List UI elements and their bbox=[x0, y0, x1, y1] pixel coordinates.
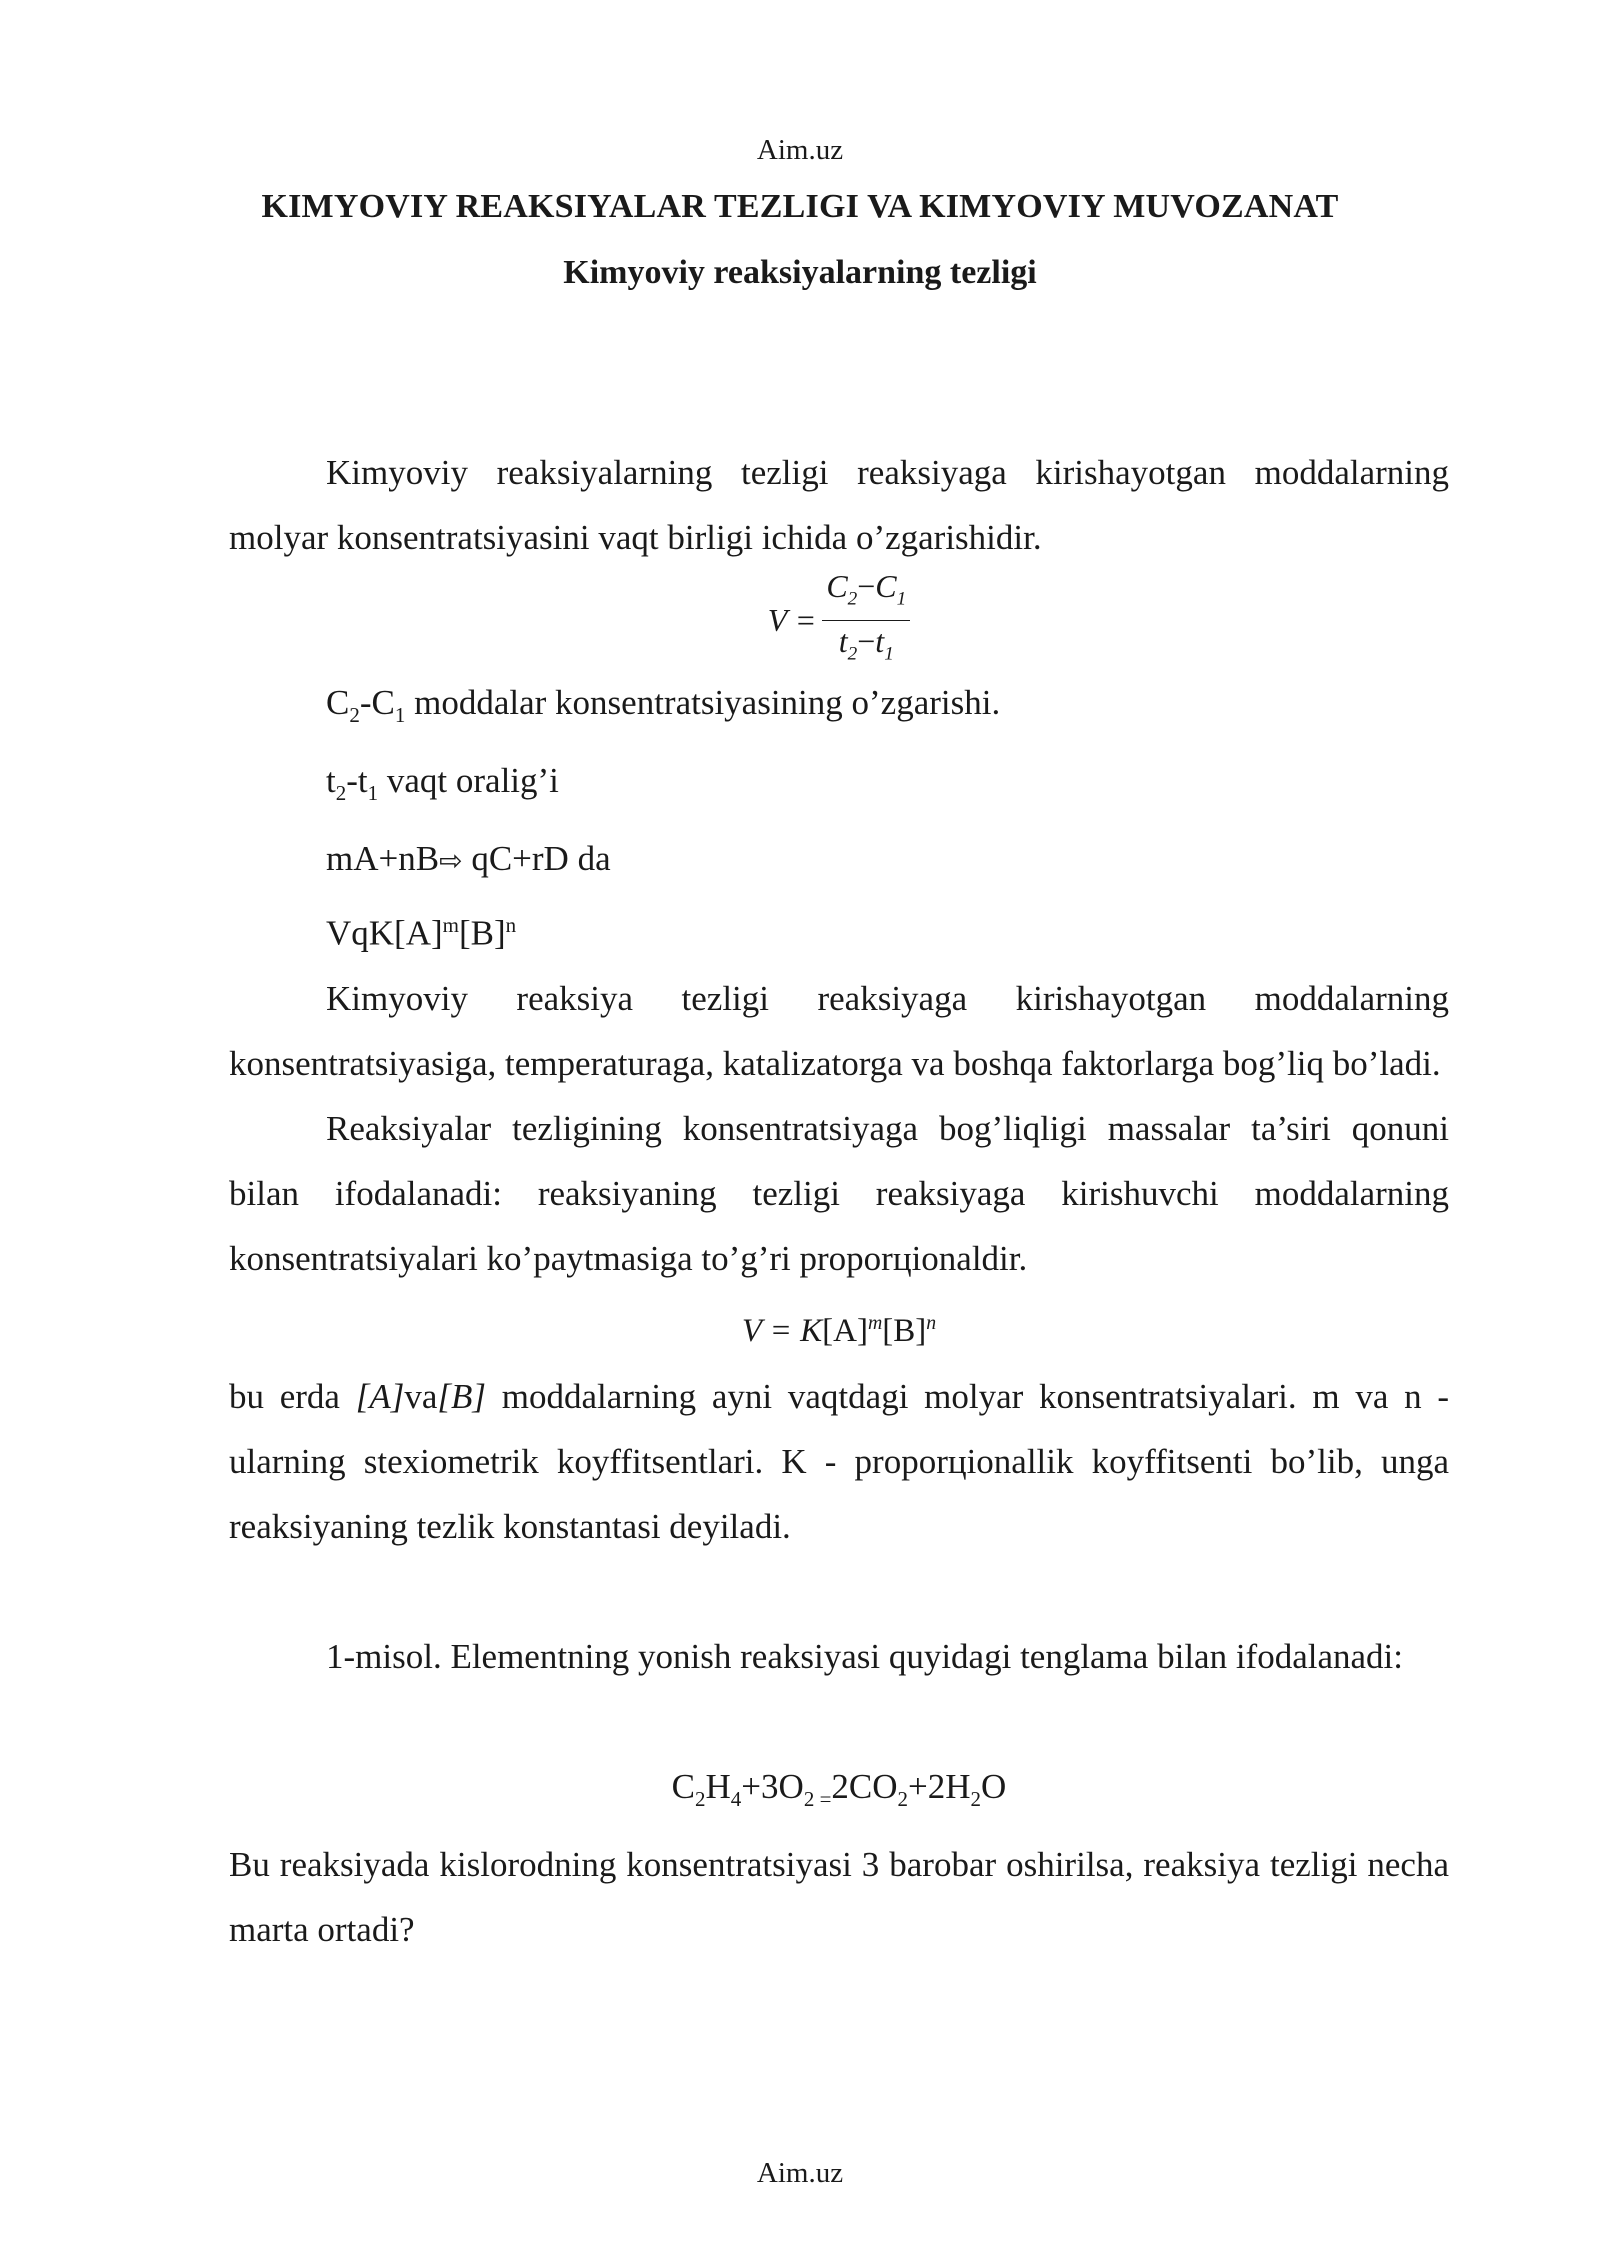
document-title: KIMYOVIY REAKSIYALAR TEZLIGI VA KIMYOVIY MUVOZANAT bbox=[261, 188, 1339, 225]
section-title: Kimyoviy reaksiyalarning tezligi bbox=[563, 254, 1037, 291]
fraction-numerator: $C_2-C_1$ bbox=[822, 566, 910, 620]
combustion-equation: $C_2H_4+3O_2$ $_=2CO_2+2H_2O$ bbox=[671, 1766, 1007, 1811]
page-footer: Aim.uz bbox=[756, 2157, 844, 2189]
rate-fraction bbox=[822, 566, 910, 674]
time-interval-line: $t_2-t_1$ vaqt oralig’i bbox=[326, 761, 559, 805]
paragraph-factors: Kimyoviy reaksiya tezligi reaksiyaga kirishayotgan moddalarning konsentratsiyasiga, temperaturaga, katalizatorga va boshqa faktorlarga bog’liq bo’ladi. bbox=[229, 978, 1449, 1083]
fraction-denominator: $t_2-t_1$ bbox=[838, 622, 894, 664]
document-body bbox=[229, 375, 1449, 1962]
paragraph-definition: Kimyoviy reaksiyalarning tezligi reaksiyaga kirishayotgan moddalarning molyar konsentratsiyasini vaqt birligi ichida o’zgarishidir. bbox=[229, 453, 1449, 557]
paragraph-example: 1-misol. Elementning yonish reaksiyasi quyidagi tenglama bilan ifodalanadi: bbox=[326, 1636, 1403, 1676]
rate-law-line: $VqK[A]^m[B]^n$ bbox=[326, 913, 517, 953]
paragraph-mass-action: Reaksiyalar tezligining konsentratsiyaga bog’liqligi massalar ta’siri qonuni bilan ifodalanadi: reaksiyaning tezligi reaksiyaga kirishuvchi moddalarning konsentratsiyalari ko’paytmasiga to’g’ri proporцionaldir. bbox=[229, 1108, 1449, 1278]
rate-formula: V = $\frac{C_2-C_1}{t_2-t_1}$ bbox=[229, 570, 1449, 670]
reaction-scheme-line: mA+nB⇨ qC+rD da bbox=[326, 839, 611, 878]
arrow-right-icon: ⇨ bbox=[439, 844, 463, 877]
paragraph-explanation: bu erda [A]va[B] moddalarning ayni vaqtdagi molyar konsentratsiyalari. m va n -ularning stexiometrik koyffitsentlari. K - proporцionallik koyffitsenti bo’lib, unga reaksiyaning tezlik konstantasi deyiladi. bbox=[229, 1376, 1449, 1546]
mass-action-formula: $V = K[A]^m[B]^n$ bbox=[741, 1311, 937, 1349]
paragraph-question: Bu reaksiyada kislorodning konsentratsiyasi 3 barobar oshirilsa, reaksiya tezligi necha marta ortadi? bbox=[229, 1844, 1449, 1949]
page-header: Aim.uz bbox=[756, 134, 844, 166]
concentration-change-line: $C_2-C_1$ moddalar konsentratsiyasining o’zgarishi. bbox=[326, 683, 1001, 727]
